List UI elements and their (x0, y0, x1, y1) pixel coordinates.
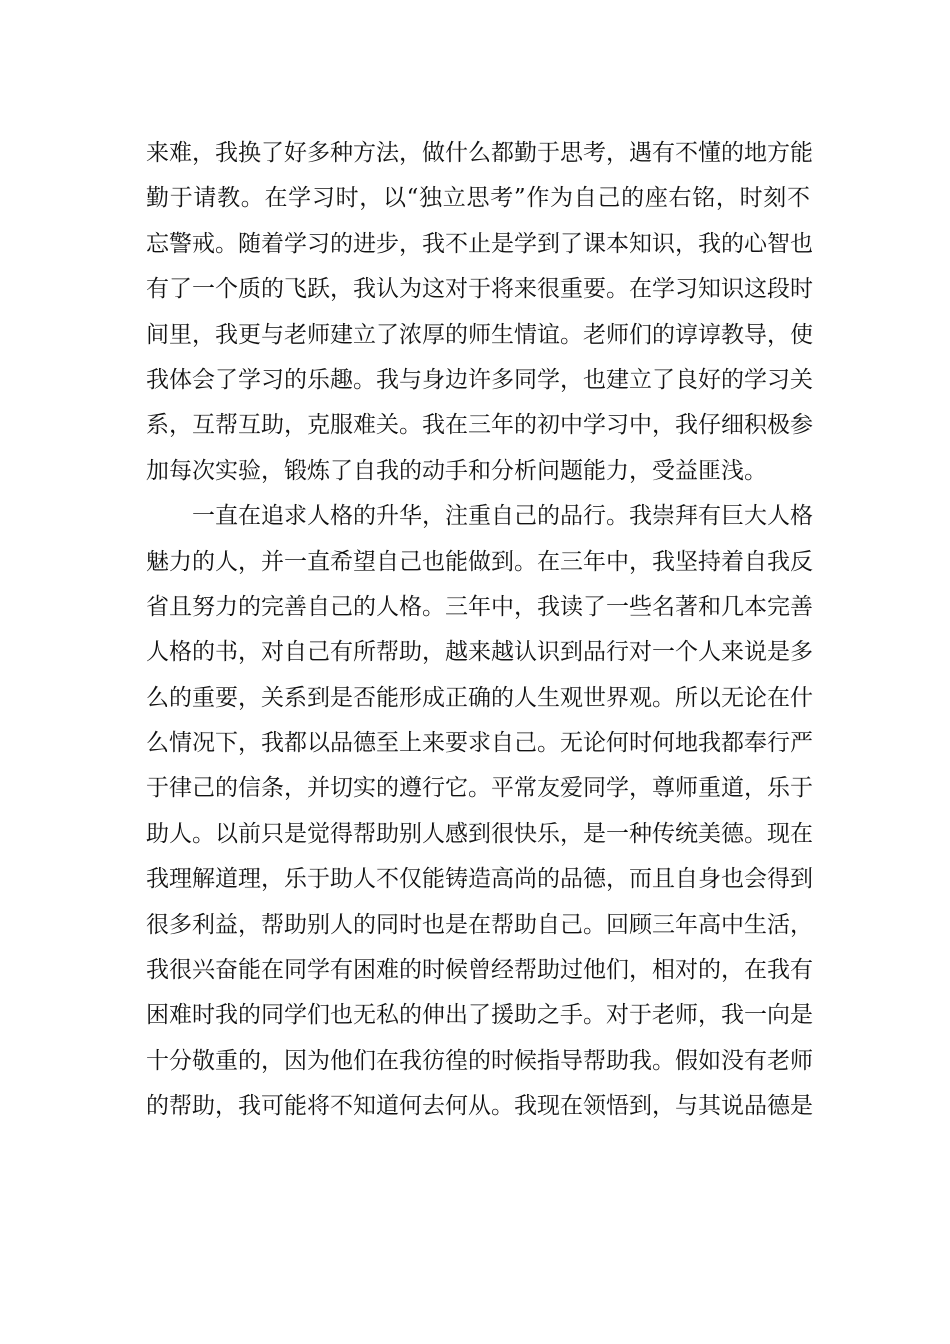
text-line: 我理解道理，乐于助人不仅能铸造高尚的品德，而且自身也会得到 (146, 866, 813, 893)
text-line: 于律己的信条，并切实的遵行它。平常友爱同学，尊师重道，乐于 (146, 775, 813, 802)
text-line: 系，互帮互助，克服难关。我在三年的初中学习中，我仔细积极参 (146, 412, 813, 439)
text-line: 忘警戒。随着学习的进步，我不止是学到了课本知识，我的心智也 (146, 230, 813, 257)
text-line: 有了一个质的飞跃，我认为这对于将来很重要。在学习知识这段时 (146, 276, 813, 303)
text-line: 人格的书，对自己有所帮助，越来越认识到品行对一个人来说是多 (146, 639, 813, 666)
text-line: 助人。以前只是觉得帮助别人感到很快乐，是一种传统美德。现在 (146, 820, 813, 847)
text-line: 我体会了学习的乐趣。我与身边许多同学，也建立了良好的学习关 (146, 366, 813, 393)
text-line: 间里，我更与老师建立了浓厚的师生情谊。老师们的谆谆教导，使 (146, 321, 813, 348)
text-line: 困难时我的同学们也无私的伸出了援助之手。对于老师，我一向是 (146, 1002, 813, 1029)
text-line: 魅力的人，并一直希望自己也能做到。在三年中，我坚持着自我反 (146, 548, 813, 575)
text-line: 来难，我换了好多种方法，做什么都勤于思考，遇有不懂的地方能 (146, 140, 813, 166)
text-line: 加每次实验，锻炼了自我的动手和分析问题能力，受益匪浅。 (146, 457, 767, 484)
text-line: 么的重要，关系到是否能形成正确的人生观世界观。所以无论在什 (146, 684, 813, 711)
text-line: 我很兴奋能在同学有困难的时候曾经帮助过他们，相对的，在我有 (146, 957, 813, 984)
text-line: 省且努力的完善自己的人格。三年中，我读了一些名著和几本完善 (146, 593, 813, 620)
text-line: 很多利益，帮助别人的同时也是在帮助自己。回顾三年高中生活， (146, 911, 813, 938)
text-line: 的帮助，我可能将不知道何去何从。我现在领悟到，与其说品德是 (146, 1093, 813, 1120)
body-text (146, 131, 813, 1130)
text-line: 么情况下，我都以品德至上来要求自己。无论何时何地我都奉行严 (146, 730, 813, 757)
text-line: 十分敬重的，因为他们在我彷徨的时候指导帮助我。假如没有老师 (146, 1047, 813, 1074)
text-line: 一直在追求人格的升华，注重自己的品行。我崇拜有巨大人格 (192, 503, 813, 530)
text-line: 勤于请教。在学习时，以“独立思考”作为自己的座右铭，时刻不 (146, 185, 810, 212)
